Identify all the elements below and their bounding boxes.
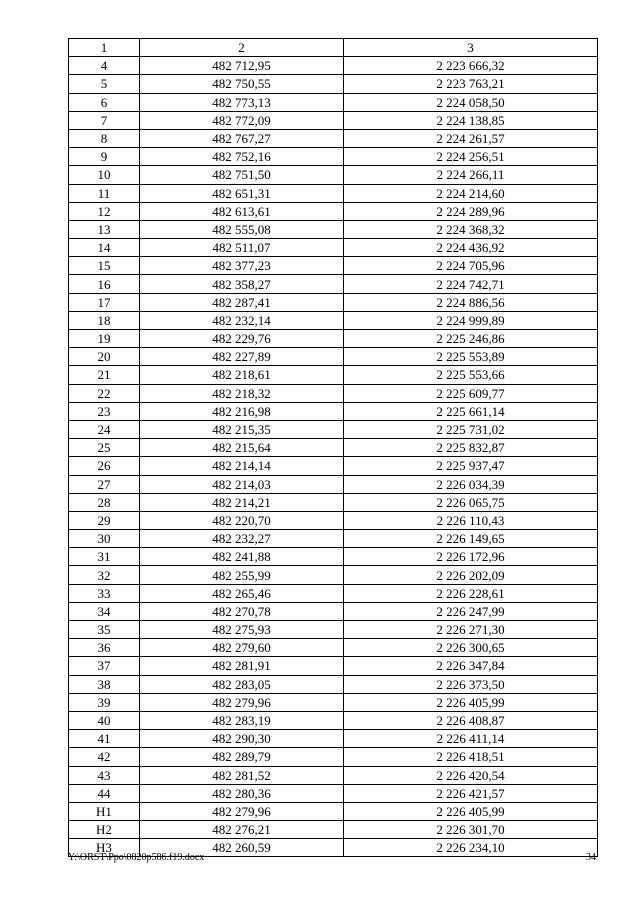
- table-row: [69, 621, 598, 639]
- x-coordinate-cell: 482 290,30: [140, 730, 344, 748]
- x-coordinate-cell: 482 281,91: [140, 657, 344, 675]
- y-coordinate-cell: 2 224 436,92: [344, 239, 598, 257]
- x-coordinate-cell: 482 279,96: [140, 693, 344, 711]
- point-number-cell: 11: [69, 184, 140, 202]
- point-number-cell: 19: [69, 330, 140, 348]
- table-row: [69, 493, 598, 511]
- y-coordinate-cell: 2 223 763,21: [344, 75, 598, 93]
- table-row: [69, 766, 598, 784]
- table-header-row: [69, 39, 598, 57]
- table-row: [69, 566, 598, 584]
- table-row: [69, 639, 598, 657]
- table-row: [69, 202, 598, 220]
- x-coordinate-cell: 482 358,27: [140, 275, 344, 293]
- x-coordinate-cell: 482 227,89: [140, 348, 344, 366]
- y-coordinate-cell: 2 224 266,11: [344, 166, 598, 184]
- x-coordinate-cell: 482 232,14: [140, 311, 344, 329]
- point-number-cell: 18: [69, 311, 140, 329]
- x-coordinate-cell: 482 215,35: [140, 420, 344, 438]
- table-row: [69, 511, 598, 529]
- table-row: [69, 457, 598, 475]
- y-coordinate-cell: 2 225 731,02: [344, 420, 598, 438]
- point-number-cell: Н2: [69, 821, 140, 839]
- x-coordinate-cell: 482 214,14: [140, 457, 344, 475]
- y-coordinate-cell: 2 226 418,51: [344, 748, 598, 766]
- table-row: [69, 711, 598, 729]
- x-coordinate-cell: 482 511,07: [140, 239, 344, 257]
- y-coordinate-cell: 2 226 034,39: [344, 475, 598, 493]
- y-coordinate-cell: 2 226 405,99: [344, 693, 598, 711]
- point-number-cell: 33: [69, 584, 140, 602]
- point-number-cell: 39: [69, 693, 140, 711]
- y-coordinate-cell: 2 226 373,50: [344, 675, 598, 693]
- point-number-cell: 27: [69, 475, 140, 493]
- point-number-cell: 9: [69, 148, 140, 166]
- point-number-cell: 40: [69, 711, 140, 729]
- x-coordinate-cell: 482 555,08: [140, 220, 344, 238]
- table-row: [69, 384, 598, 402]
- point-number-cell: 5: [69, 75, 140, 93]
- x-coordinate-cell: 482 232,27: [140, 530, 344, 548]
- y-coordinate-cell: 2 225 937,47: [344, 457, 598, 475]
- table-row: [69, 584, 598, 602]
- y-coordinate-cell: 2 226 065,75: [344, 493, 598, 511]
- y-coordinate-cell: 2 224 289,96: [344, 202, 598, 220]
- table-row: [69, 530, 598, 548]
- y-coordinate-cell: 2 225 553,89: [344, 348, 598, 366]
- x-coordinate-cell: 482 216,98: [140, 402, 344, 420]
- table-row: [69, 293, 598, 311]
- point-number-cell: 34: [69, 602, 140, 620]
- x-coordinate-cell: 482 613,61: [140, 202, 344, 220]
- x-coordinate-cell: 482 279,60: [140, 639, 344, 657]
- x-coordinate-cell: 482 752,16: [140, 148, 344, 166]
- table-row: [69, 184, 598, 202]
- table-row: [69, 148, 598, 166]
- x-coordinate-cell: 482 214,21: [140, 493, 344, 511]
- table-row: [69, 330, 598, 348]
- y-coordinate-cell: 2 225 609,77: [344, 384, 598, 402]
- point-number-cell: 30: [69, 530, 140, 548]
- x-coordinate-cell: 482 255,99: [140, 566, 344, 584]
- table-row: [69, 348, 598, 366]
- table-row: [69, 275, 598, 293]
- table-row: [69, 784, 598, 802]
- y-coordinate-cell: 2 226 301,70: [344, 821, 598, 839]
- table-row: [69, 311, 598, 329]
- x-coordinate-cell: 482 767,27: [140, 129, 344, 147]
- y-coordinate-cell: 2 226 420,54: [344, 766, 598, 784]
- x-coordinate-cell: 482 214,03: [140, 475, 344, 493]
- point-number-cell: 43: [69, 766, 140, 784]
- point-number-cell: 42: [69, 748, 140, 766]
- x-coordinate-cell: 482 281,52: [140, 766, 344, 784]
- x-coordinate-cell: 482 275,93: [140, 621, 344, 639]
- point-number-cell: 38: [69, 675, 140, 693]
- point-number-cell: 21: [69, 366, 140, 384]
- y-coordinate-cell: 2 226 110,43: [344, 511, 598, 529]
- point-number-cell: Н3: [69, 839, 140, 857]
- point-number-cell: Н1: [69, 802, 140, 820]
- table-row: [69, 93, 598, 111]
- table-row: [69, 366, 598, 384]
- x-coordinate-cell: 482 712,95: [140, 57, 344, 75]
- x-coordinate-cell: 482 283,05: [140, 675, 344, 693]
- table-row: [69, 75, 598, 93]
- y-coordinate-cell: 2 226 149,65: [344, 530, 598, 548]
- table-row: [69, 675, 598, 693]
- y-coordinate-cell: 2 226 300,65: [344, 639, 598, 657]
- x-coordinate-cell: 482 279,96: [140, 802, 344, 820]
- point-number-cell: 32: [69, 566, 140, 584]
- point-number-cell: 28: [69, 493, 140, 511]
- table-row: [69, 802, 598, 820]
- point-number-cell: 35: [69, 621, 140, 639]
- y-coordinate-cell: 2 224 256,51: [344, 148, 598, 166]
- x-coordinate-cell: 482 229,76: [140, 330, 344, 348]
- y-coordinate-cell: 2 224 999,89: [344, 311, 598, 329]
- y-coordinate-cell: 2 226 234,10: [344, 839, 598, 857]
- footer-file-path: Y:\ORST\Ppo\0820p586.f19.docx: [68, 852, 205, 863]
- table-row: [69, 748, 598, 766]
- y-coordinate-cell: 2 223 666,32: [344, 57, 598, 75]
- table-row: [69, 111, 598, 129]
- x-coordinate-cell: 482 215,64: [140, 439, 344, 457]
- y-coordinate-cell: 2 225 832,87: [344, 439, 598, 457]
- table-row: [69, 602, 598, 620]
- table-row: [69, 257, 598, 275]
- x-coordinate-cell: 482 260,59: [140, 839, 344, 857]
- y-coordinate-cell: 2 226 271,30: [344, 621, 598, 639]
- y-coordinate-cell: 2 226 202,09: [344, 566, 598, 584]
- point-number-cell: 15: [69, 257, 140, 275]
- y-coordinate-cell: 2 225 661,14: [344, 402, 598, 420]
- x-coordinate-cell: 482 270,78: [140, 602, 344, 620]
- point-number-cell: 13: [69, 220, 140, 238]
- x-coordinate-cell: 482 287,41: [140, 293, 344, 311]
- y-coordinate-cell: 2 226 405,99: [344, 802, 598, 820]
- table-row: [69, 693, 598, 711]
- y-coordinate-cell: 2 226 172,96: [344, 548, 598, 566]
- header-cell-x: 2: [140, 39, 344, 57]
- table-row: [69, 402, 598, 420]
- point-number-cell: 44: [69, 784, 140, 802]
- coordinates-table: [68, 38, 598, 857]
- y-coordinate-cell: 2 226 408,87: [344, 711, 598, 729]
- point-number-cell: 37: [69, 657, 140, 675]
- y-coordinate-cell: 2 225 553,66: [344, 366, 598, 384]
- point-number-cell: 29: [69, 511, 140, 529]
- y-coordinate-cell: 2 226 247,99: [344, 602, 598, 620]
- table-row: [69, 166, 598, 184]
- y-coordinate-cell: 2 224 886,56: [344, 293, 598, 311]
- y-coordinate-cell: 2 226 421,57: [344, 784, 598, 802]
- y-coordinate-cell: 2 225 246,86: [344, 330, 598, 348]
- y-coordinate-cell: 2 224 138,85: [344, 111, 598, 129]
- table-row: [69, 439, 598, 457]
- x-coordinate-cell: 482 276,21: [140, 821, 344, 839]
- table-row: [69, 475, 598, 493]
- x-coordinate-cell: 482 750,55: [140, 75, 344, 93]
- point-number-cell: 8: [69, 129, 140, 147]
- x-coordinate-cell: 482 241,88: [140, 548, 344, 566]
- y-coordinate-cell: 2 224 742,71: [344, 275, 598, 293]
- point-number-cell: 10: [69, 166, 140, 184]
- y-coordinate-cell: 2 226 347,84: [344, 657, 598, 675]
- header-cell-y: 3: [344, 39, 598, 57]
- y-coordinate-cell: 2 226 228,61: [344, 584, 598, 602]
- footer-page-number: 34: [586, 852, 596, 863]
- x-coordinate-cell: 482 773,13: [140, 93, 344, 111]
- point-number-cell: 22: [69, 384, 140, 402]
- point-number-cell: 36: [69, 639, 140, 657]
- point-number-cell: 31: [69, 548, 140, 566]
- x-coordinate-cell: 482 218,32: [140, 384, 344, 402]
- y-coordinate-cell: 2 224 368,32: [344, 220, 598, 238]
- x-coordinate-cell: 482 220,70: [140, 511, 344, 529]
- table-row: [69, 239, 598, 257]
- point-number-cell: 7: [69, 111, 140, 129]
- y-coordinate-cell: 2 224 705,96: [344, 257, 598, 275]
- table-row: [69, 821, 598, 839]
- point-number-cell: 14: [69, 239, 140, 257]
- point-number-cell: 41: [69, 730, 140, 748]
- point-number-cell: 26: [69, 457, 140, 475]
- point-number-cell: 23: [69, 402, 140, 420]
- x-coordinate-cell: 482 289,79: [140, 748, 344, 766]
- point-number-cell: 16: [69, 275, 140, 293]
- table-row: [69, 220, 598, 238]
- table-row: [69, 548, 598, 566]
- point-number-cell: 25: [69, 439, 140, 457]
- table-row: [69, 657, 598, 675]
- x-coordinate-cell: 482 651,31: [140, 184, 344, 202]
- x-coordinate-cell: 482 377,23: [140, 257, 344, 275]
- x-coordinate-cell: 482 218,61: [140, 366, 344, 384]
- point-number-cell: 20: [69, 348, 140, 366]
- y-coordinate-cell: 2 226 411,14: [344, 730, 598, 748]
- coordinates-table-body: [69, 39, 598, 857]
- y-coordinate-cell: 2 224 214,60: [344, 184, 598, 202]
- table-row: [69, 730, 598, 748]
- point-number-cell: 24: [69, 420, 140, 438]
- table-row: [69, 420, 598, 438]
- x-coordinate-cell: 482 280,36: [140, 784, 344, 802]
- x-coordinate-cell: 482 265,46: [140, 584, 344, 602]
- x-coordinate-cell: 482 751,50: [140, 166, 344, 184]
- table-row: [69, 57, 598, 75]
- y-coordinate-cell: 2 224 058,50: [344, 93, 598, 111]
- point-number-cell: 17: [69, 293, 140, 311]
- point-number-cell: 4: [69, 57, 140, 75]
- point-number-cell: 6: [69, 93, 140, 111]
- x-coordinate-cell: 482 772,09: [140, 111, 344, 129]
- point-number-cell: 12: [69, 202, 140, 220]
- table-row: [69, 129, 598, 147]
- y-coordinate-cell: 2 224 261,57: [344, 129, 598, 147]
- header-cell-point: 1: [69, 39, 140, 57]
- x-coordinate-cell: 482 283,19: [140, 711, 344, 729]
